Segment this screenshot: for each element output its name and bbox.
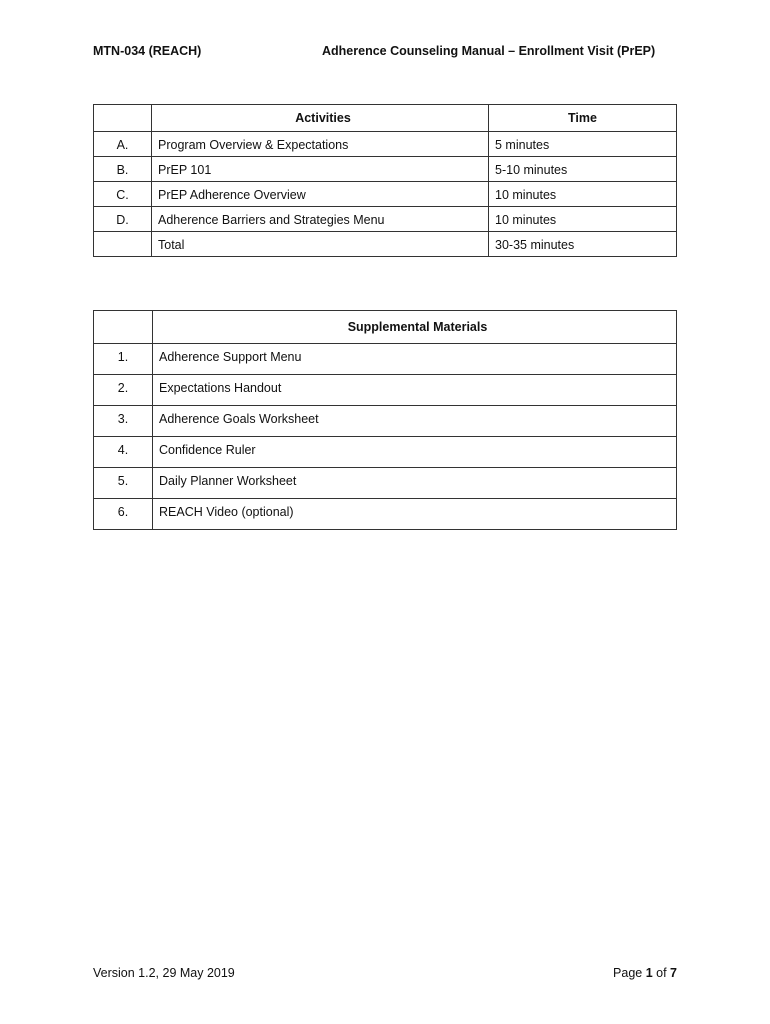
- row-label: C.: [94, 182, 152, 207]
- row-label: 5.: [94, 468, 153, 499]
- page-of: of: [652, 966, 671, 980]
- table-row: [94, 375, 677, 406]
- row-activity: Program Overview & Expectations: [152, 132, 489, 157]
- table-row-total: [94, 232, 677, 257]
- row-time: 5-10 minutes: [489, 157, 677, 182]
- table-row: [94, 437, 677, 468]
- row-time: 10 minutes: [489, 182, 677, 207]
- row-item: Adherence Support Menu: [153, 344, 677, 375]
- page-current: 1: [645, 966, 653, 980]
- row-item: Expectations Handout: [153, 375, 677, 406]
- table-row: [94, 468, 677, 499]
- row-label: [94, 232, 152, 257]
- table-row: [94, 207, 677, 232]
- table-row: [94, 132, 677, 157]
- row-item: Adherence Goals Worksheet: [153, 406, 677, 437]
- table-row: [94, 499, 677, 530]
- row-item: Daily Planner Worksheet: [153, 468, 677, 499]
- row-label: 4.: [94, 437, 153, 468]
- row-label: A.: [94, 132, 152, 157]
- table-header-row: [94, 105, 677, 132]
- column-header-time: Time: [489, 105, 677, 132]
- activities-table: [93, 104, 677, 257]
- row-label: 1.: [94, 344, 153, 375]
- row-activity: Total: [152, 232, 489, 257]
- row-item: REACH Video (optional): [153, 499, 677, 530]
- header-study-id: MTN-034 (REACH): [93, 44, 202, 58]
- table-row: [94, 406, 677, 437]
- header-title: Adherence Counseling Manual – Enrollment Visit (PrEP): [322, 44, 656, 58]
- row-label: 6.: [94, 499, 153, 530]
- row-activity: PrEP Adherence Overview: [152, 182, 489, 207]
- row-activity: Adherence Barriers and Strategies Menu: [152, 207, 489, 232]
- table-row: [94, 344, 677, 375]
- page-prefix: Page: [613, 966, 646, 980]
- row-label: 3.: [94, 406, 153, 437]
- table-row: [94, 157, 677, 182]
- table-header-row: [94, 311, 677, 344]
- supplemental-materials-table: [93, 310, 677, 530]
- column-header-label: [94, 311, 153, 344]
- row-activity: PrEP 101: [152, 157, 489, 182]
- table-row: [94, 182, 677, 207]
- row-label: B.: [94, 157, 152, 182]
- row-label: D.: [94, 207, 152, 232]
- footer-version: Version 1.2, 29 May 2019: [93, 966, 235, 980]
- row-item: Confidence Ruler: [153, 437, 677, 468]
- row-time: 5 minutes: [489, 132, 677, 157]
- column-header-activities: Activities: [152, 105, 489, 132]
- page-total: 7: [670, 966, 677, 980]
- row-time: 30-35 minutes: [489, 232, 677, 257]
- footer-page-number: [613, 966, 677, 980]
- row-label: 2.: [94, 375, 153, 406]
- column-header-supplemental-materials: Supplemental Materials: [153, 311, 677, 344]
- row-time: 10 minutes: [489, 207, 677, 232]
- column-header-label: [94, 105, 152, 132]
